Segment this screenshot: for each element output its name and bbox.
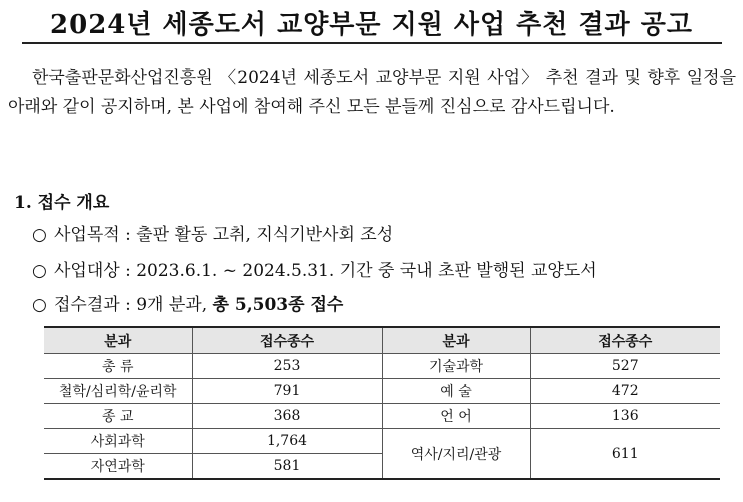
- table-cell: 611: [530, 429, 720, 480]
- circle-bullet-icon: ○: [32, 225, 47, 245]
- header-count: 접수종수: [530, 327, 720, 354]
- submission-table: [44, 326, 720, 480]
- table-cell: 자연과학: [44, 454, 192, 480]
- table-cell: 사회과학: [44, 429, 192, 454]
- bullet-target: [32, 256, 597, 281]
- circle-bullet-icon: ○: [32, 295, 47, 315]
- target-text: 사업대상 : 2023.6.1. ~ 2024.5.31. 기간 중 국내 초판 발행된 교양도서: [54, 261, 597, 281]
- page-title: 2024년 세종도서 교양부문 지원 사업 추천 결과 공고: [50, 10, 693, 40]
- circle-bullet-icon: ○: [32, 261, 47, 281]
- table-cell: 253: [192, 354, 382, 379]
- title-divider: [22, 42, 722, 44]
- table-cell: 1,764: [192, 429, 382, 454]
- table-row: [44, 404, 720, 429]
- result-text: 접수결과 : 9개 분과,: [54, 295, 213, 315]
- header-division: 분과: [382, 327, 530, 354]
- section-heading: 1. 접수 개요: [14, 193, 110, 213]
- table-cell: 종 교: [44, 404, 192, 429]
- table-cell: 철학/심리학/윤리학: [44, 379, 192, 404]
- header-division: 분과: [44, 327, 192, 354]
- purpose-text: 사업목적 : 출판 활동 고취, 지식기반사회 조성: [54, 225, 394, 245]
- result-total: 총 5,503종 접수: [212, 295, 344, 315]
- table-cell: 총 류: [44, 354, 192, 379]
- table-row: [44, 379, 720, 404]
- table-cell: 기술과학: [382, 354, 530, 379]
- bullet-result: [32, 290, 343, 315]
- bullet-purpose: [32, 220, 393, 245]
- header-count: 접수종수: [192, 327, 382, 354]
- table-cell: 언 어: [382, 404, 530, 429]
- table-cell: 581: [192, 454, 382, 480]
- table-cell: 527: [530, 354, 720, 379]
- table-header-row: [44, 327, 720, 354]
- table-cell: 368: [192, 404, 382, 429]
- table-cell: 472: [530, 379, 720, 404]
- intro-paragraph: 한국출판문화산업진흥원 〈2024년 세종도서 교양부문 지원 사업〉 추천 결과 및 향후 일정을 아래와 같이 공지하며, 본 사업에 참여해 주신 모든 분들께 진심으로 감사드립니다.: [8, 68, 736, 117]
- table-cell: 역사/지리/관광: [382, 429, 530, 480]
- table-row: [44, 354, 720, 379]
- table-cell: 791: [192, 379, 382, 404]
- table-cell: 136: [530, 404, 720, 429]
- table-row: [44, 429, 720, 454]
- table-cell: 예 술: [382, 379, 530, 404]
